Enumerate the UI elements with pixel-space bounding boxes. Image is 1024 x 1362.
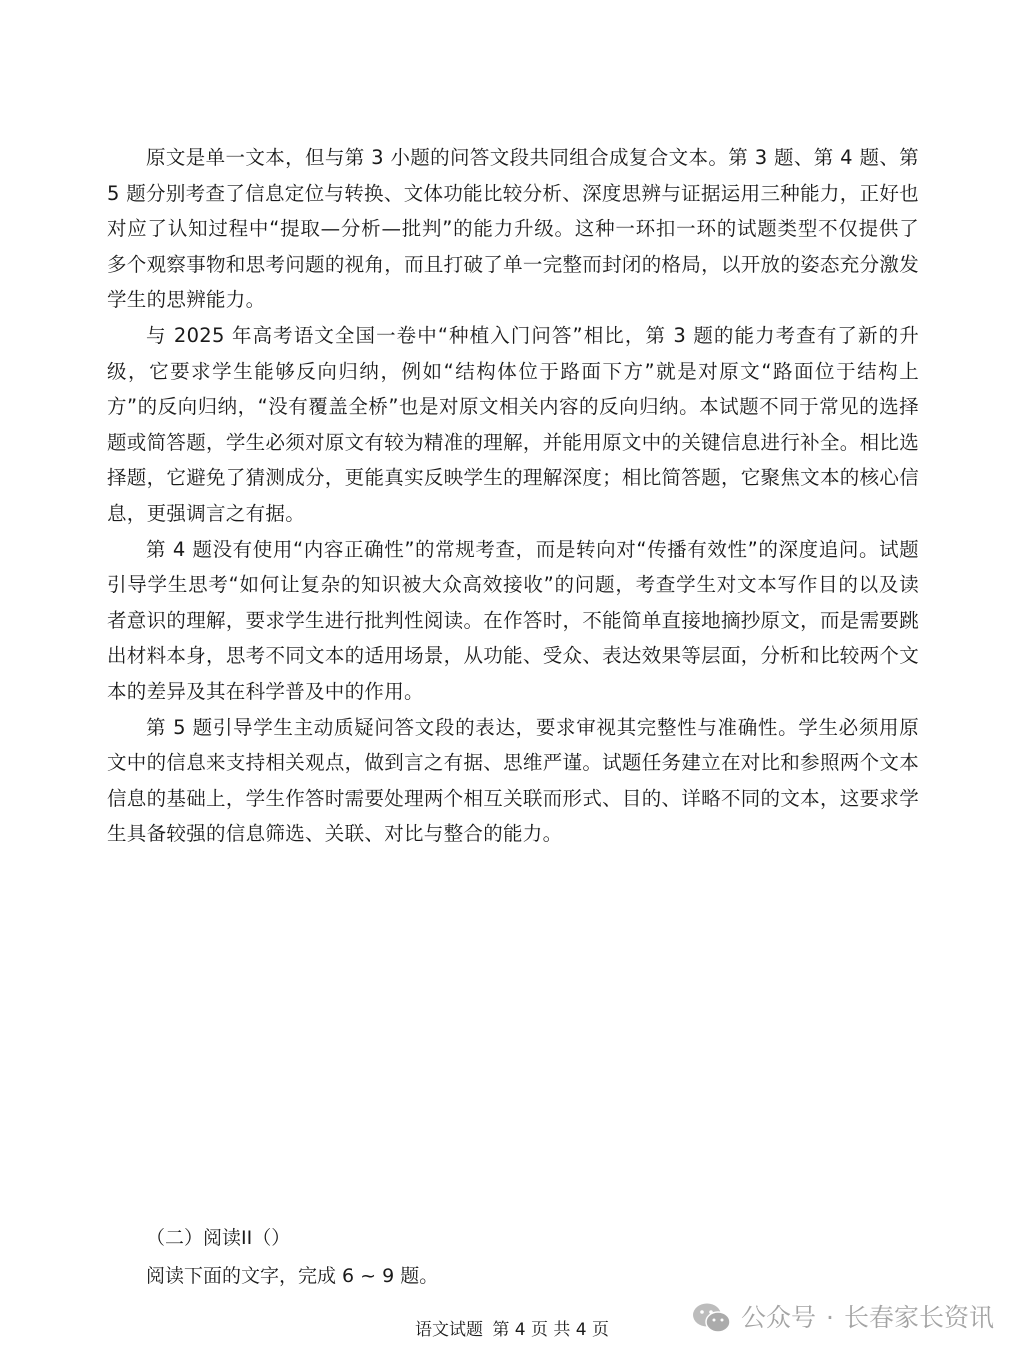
- reading-instruction: 阅读下面的文字，完成 6 ~ 9 题。: [146, 1265, 439, 1287]
- body-text: [107, 140, 919, 852]
- paragraph-2: 与 2025 年高考语文全国一卷中“种植入门问答”相比，第 3 题的能力考查有了新的升级，它要求学生能够反向归纳，例如“结构体位于路面下方”就是对原文“路面位于结构上方”的反向归纳，“没有覆盖全桥”也是对原文相关内容的反向归纳。本试题不同于常见的选择题或简答题，学生必须对原文有较为精准的理解，并能用原文中的关键信息进行补全。相比选择题，它避免了猜测成分，更能真实反映学生的理解深度；相比简答题，它聚焦文本的核心信息，更强调言之有据。: [107, 323, 919, 525]
- watermark-separator: ·: [826, 1303, 834, 1332]
- paragraph-3: 第 4 题没有使用“内容正确性”的常规考查，而是转向对“传播有效性”的深度追问。试题引导学生思考“如何让复杂的知识被大众高效接收”的问题，考查学生对文本写作目的以及读者意识的理解，要求学生进行批判性阅读。在作答时，不能简单直接地摘抄原文，而是需要跳出材料本身，思考不同文本的适用场景，从功能、受众、表达效果等层面，分析和比较两个文本的差异及其在科学普及中的作用。: [107, 537, 919, 703]
- watermark-label: 公众号: [741, 1303, 817, 1332]
- watermark: [691, 1300, 994, 1336]
- section-heading: （二）阅读II（）: [146, 1227, 291, 1249]
- wechat-logo-icon: [691, 1300, 733, 1336]
- watermark-account: 长春家长资讯: [843, 1303, 994, 1332]
- paragraph-4: 第 5 题引导学生主动质疑问答文段的表达，要求审视其完整性与准确性。学生必须用原文中的信息来支持相关观点，做到言之有据、思维严谨。试题任务建立在对比和参照两个文本信息的基础上，学生作答时需要处理两个相互关联而形式、目的、详略不同的文本，这要求学生具备较强的信息筛选、关联、对比与整合的能力。: [107, 715, 919, 846]
- footer-page-number: 第 4 页 共 4 页: [492, 1320, 610, 1340]
- footer-subject: 语文试题: [414, 1320, 483, 1340]
- paragraph-1: 原文是单一文本，但与第 3 小题的问答文段共同组合成复合文本。第 3 题、第 4 题、第 5 题分别考查了信息定位与转换、文体功能比较分析、深度思辨与证据运用三种能力，正好也对应了认知过程中“提取—分析—批判”的能力升级。这种一环扣一环的试题类型不仅提供了多个观察事物和思考问题的视角，而且打破了单一完整而封闭的格局，以开放的姿态充分激发学生的思辨能力。: [107, 146, 919, 312]
